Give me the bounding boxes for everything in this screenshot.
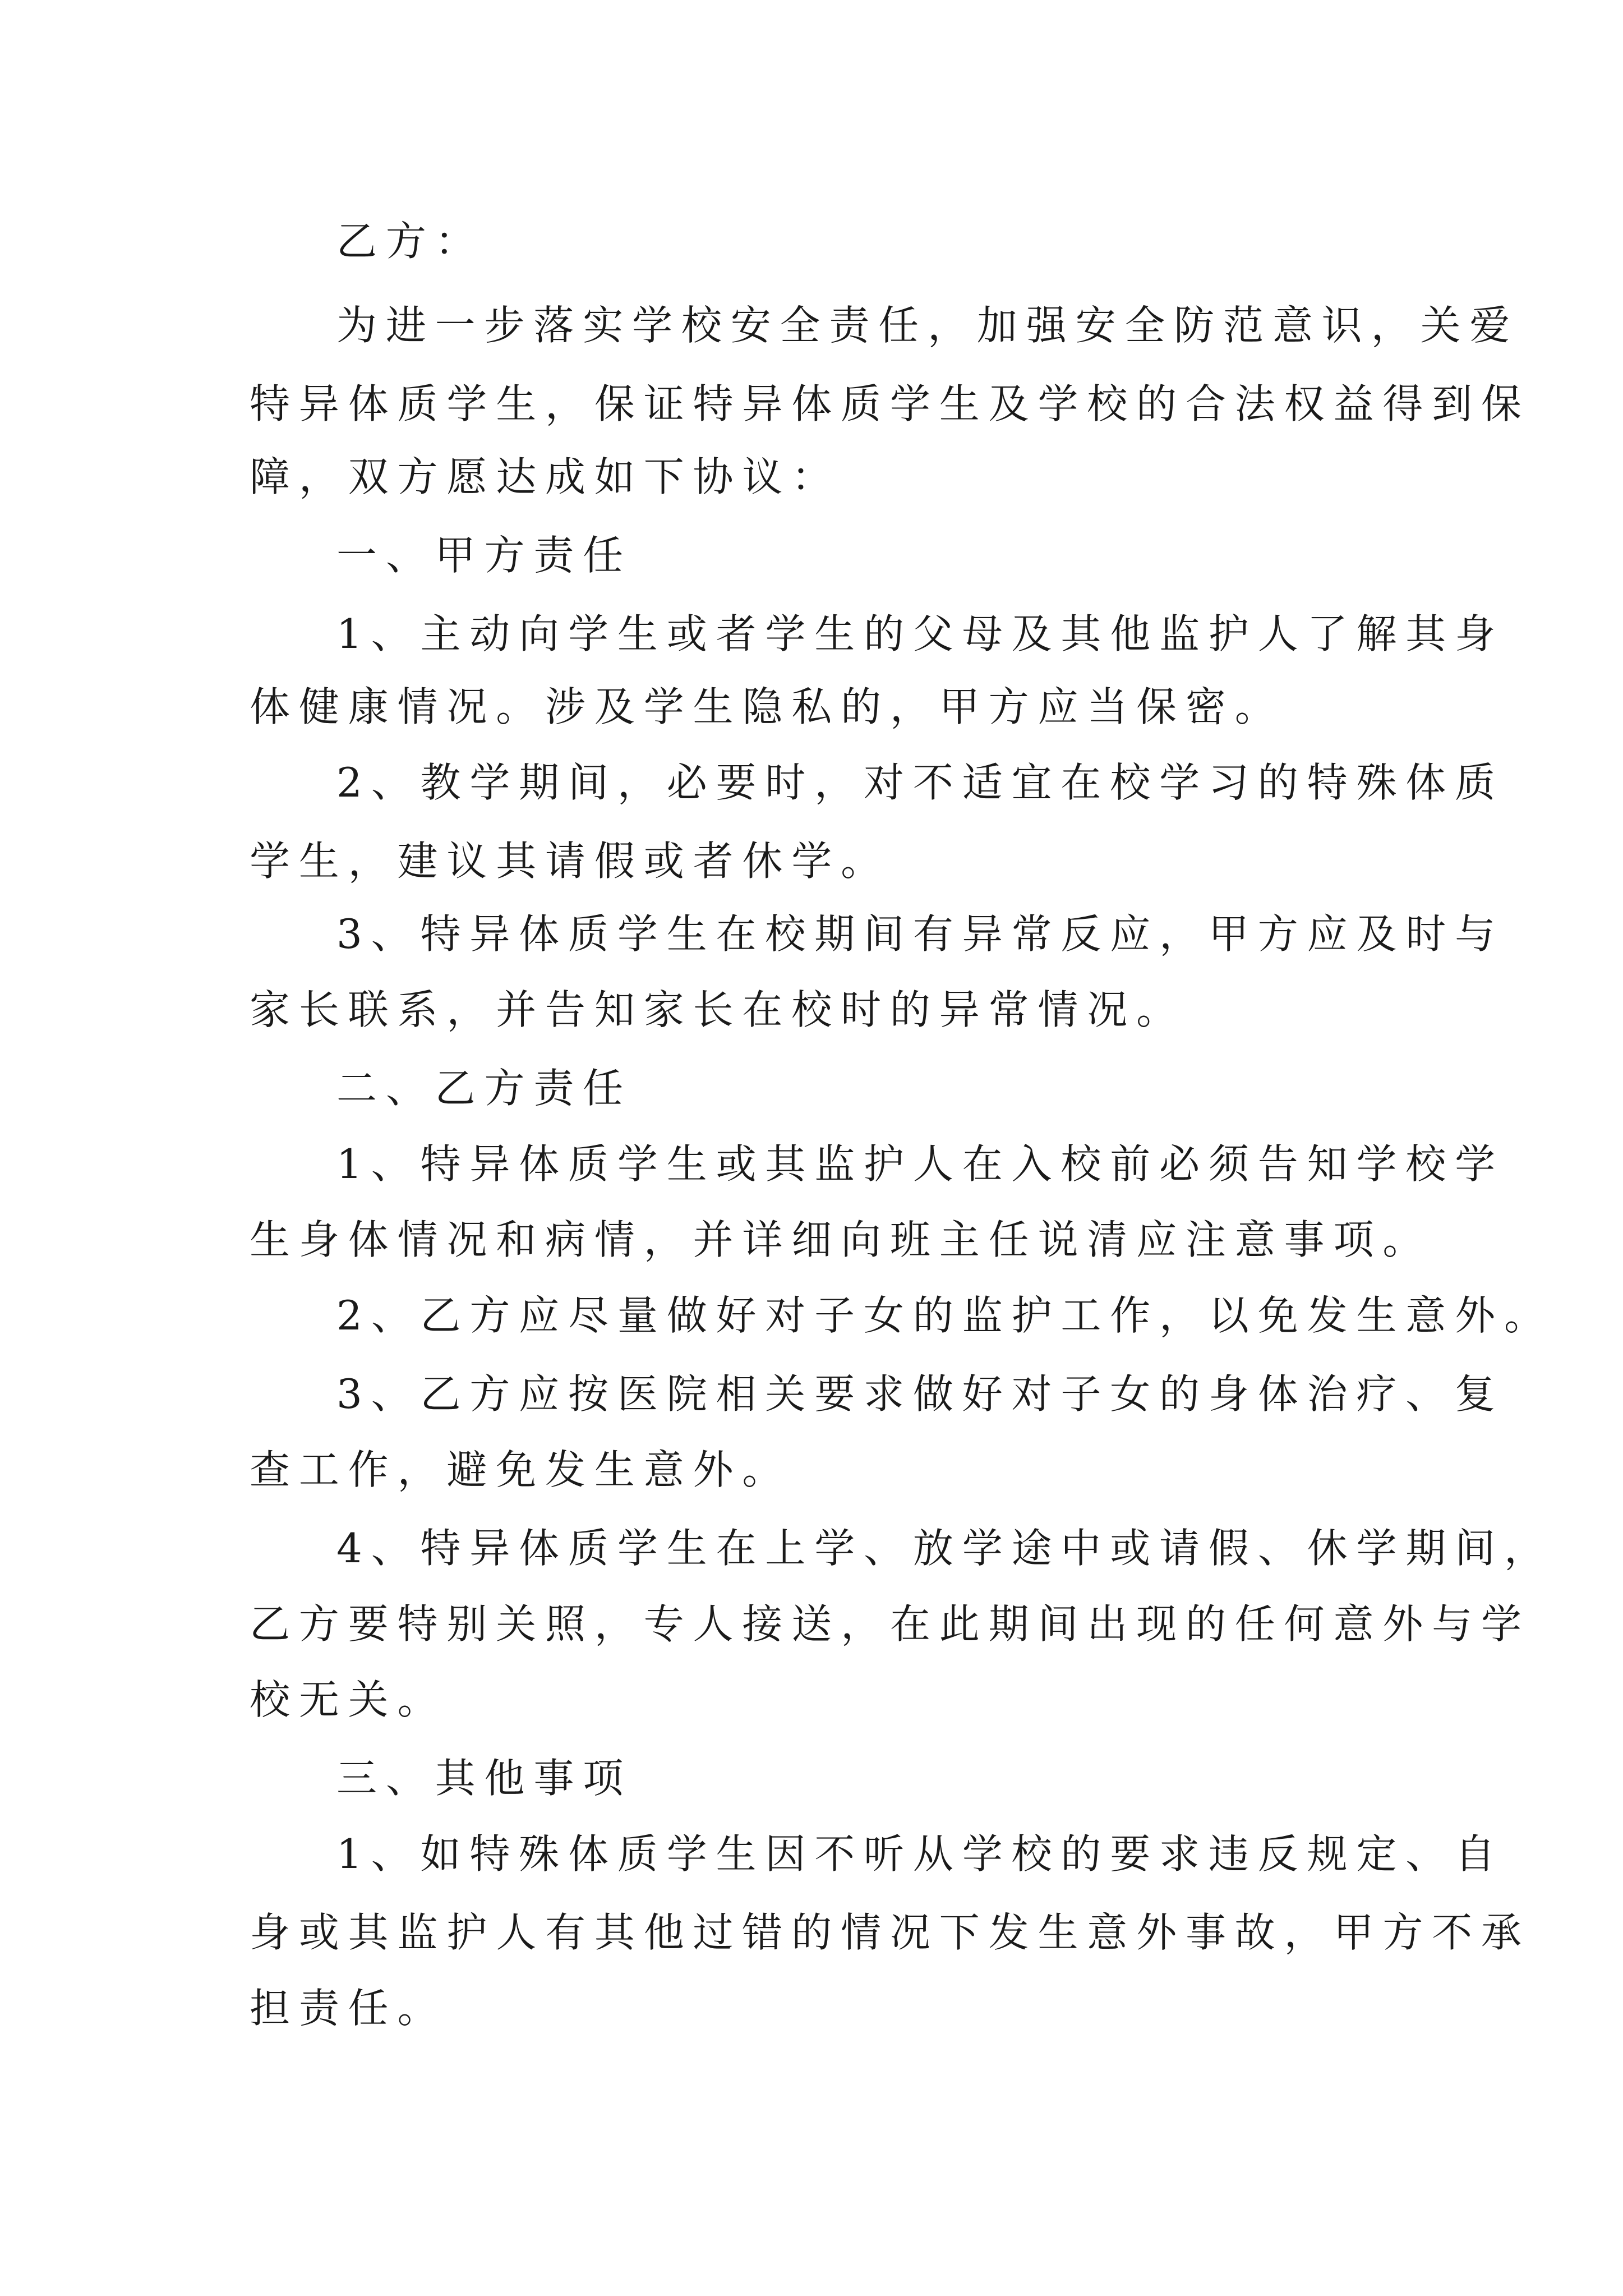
party-a-item-3-line-2: 家长联系，并告知家长在校时的异常情况。 xyxy=(250,986,1186,1033)
party-b-label: 乙方： xyxy=(336,218,485,265)
section-heading-other-matters: 三、其他事项 xyxy=(336,1755,633,1802)
party-b-item-3-line-1: 3、乙方应按医院相关要求做好对子女的身体治疗、复 xyxy=(336,1370,1504,1418)
party-b-item-3-line-2: 查工作，避免发生意外。 xyxy=(250,1446,792,1493)
other-item-1-line-3: 担责任。 xyxy=(250,1985,447,2032)
party-a-item-2-line-1: 2、教学期间，必要时，对不适宜在校学习的特殊体质 xyxy=(336,759,1504,806)
section-heading-party-a: 一、甲方责任 xyxy=(336,532,633,579)
party-b-item-4-line-3: 校无关。 xyxy=(250,1676,447,1723)
section-heading-party-b: 二、乙方责任 xyxy=(336,1065,633,1112)
party-a-item-1-line-2: 体健康情况。涉及学生隐私的，甲方应当保密。 xyxy=(250,683,1284,730)
intro-paragraph-line-3: 障，双方愿达成如下协议： xyxy=(250,453,841,500)
party-b-item-1-line-2: 生身体情况和病情，并详细向班主任说清应注意事项。 xyxy=(250,1216,1432,1263)
party-a-item-2-line-2: 学生，建议其请假或者休学。 xyxy=(250,838,890,885)
party-b-item-1-line-1: 1、特异体质学生或其监护人在入校前必须告知学校学 xyxy=(336,1140,1504,1188)
party-b-item-4-line-2: 乙方要特别关照，专人接送，在此期间出现的任何意外与学 xyxy=(250,1600,1530,1648)
party-a-item-3-line-1: 3、特异体质学生在校期间有异常反应，甲方应及时与 xyxy=(336,910,1504,958)
party-b-item-4-line-1: 4、特异体质学生在上学、放学途中或请假、休学期间， xyxy=(336,1525,1553,1572)
intro-paragraph-line-1: 为进一步落实学校安全责任，加强安全防范意识，关爱 xyxy=(336,302,1519,349)
party-b-item-2: 2、乙方应尽量做好对子女的监护工作，以免发生意外。 xyxy=(336,1292,1553,1339)
other-item-1-line-2: 身或其监护人有其他过错的情况下发生意外事故，甲方不承 xyxy=(250,1909,1530,1956)
other-item-1-line-1: 1、如特殊体质学生因不听从学校的要求违反规定、自 xyxy=(336,1830,1504,1878)
party-a-item-1-line-1: 1、主动向学生或者学生的父母及其他监护人了解其身 xyxy=(336,610,1504,657)
intro-paragraph-line-2: 特异体质学生，保证特异体质学生及学校的合法权益得到保 xyxy=(250,380,1530,427)
